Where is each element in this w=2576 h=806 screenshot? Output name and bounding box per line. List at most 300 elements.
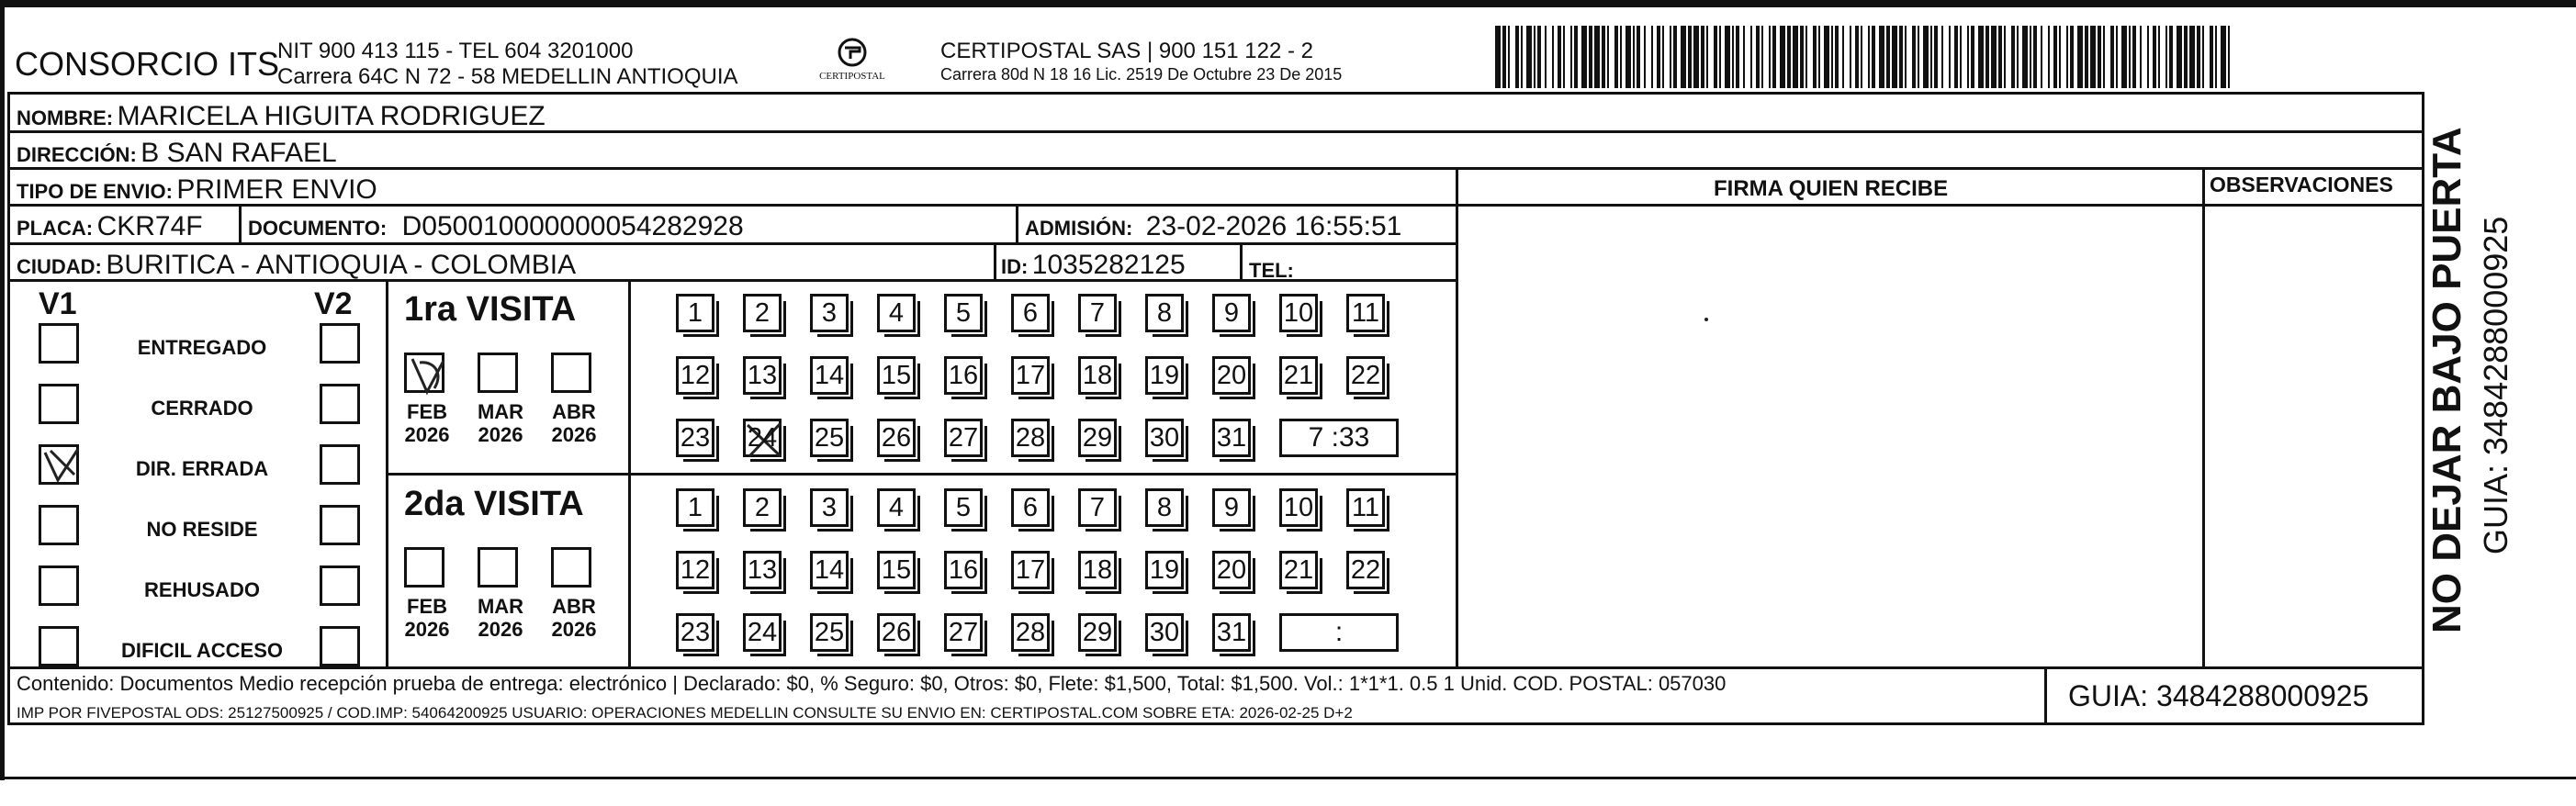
barcode-bar xyxy=(1673,26,1677,88)
day-box[interactable] xyxy=(1011,294,1050,332)
barcode-bar xyxy=(2202,26,2204,88)
day-box[interactable] xyxy=(1145,419,1184,457)
barcode-bar xyxy=(2228,26,2230,88)
day-box[interactable] xyxy=(743,419,782,457)
barcode-bar xyxy=(1725,26,1730,88)
barcode-bar xyxy=(2132,26,2136,88)
barcode-bar xyxy=(2030,26,2031,88)
barcode-bar xyxy=(1985,26,1989,88)
barcode-bar xyxy=(1971,26,1974,88)
day-number: 28 xyxy=(1015,422,1046,453)
side-notice: NO DEJAR BAJO PUERTA xyxy=(2424,127,2469,633)
id-divider xyxy=(994,244,996,281)
barcode-bar xyxy=(1574,26,1578,88)
month-checkbox-abr[interactable] xyxy=(551,547,591,588)
status-v2-checkbox[interactable] xyxy=(320,505,360,545)
barcode-bar xyxy=(1818,26,1820,88)
documento-value: D050010000000054282928 xyxy=(401,211,744,241)
observaciones-area[interactable] xyxy=(2206,207,2423,666)
barcode-bar xyxy=(2090,26,2096,88)
observaciones-divider xyxy=(2202,167,2205,668)
day-box[interactable] xyxy=(1145,294,1184,332)
barcode-bar xyxy=(1581,26,1587,88)
month-year: 2026 xyxy=(478,423,523,447)
day-number: 31 xyxy=(1216,617,1247,647)
second-visit-time[interactable]: : xyxy=(1279,613,1399,652)
barcode-bar xyxy=(2110,26,2114,88)
day-number: 6 xyxy=(1022,297,1039,328)
day-box[interactable] xyxy=(944,613,983,652)
certipostal-logo xyxy=(810,37,894,90)
company-nit: NIT 900 413 115 - TEL 604 3201000 xyxy=(277,39,634,63)
admision-label: ADMISIÓN: xyxy=(1025,217,1133,240)
first-visit-time[interactable]: 7 :33 xyxy=(1279,419,1399,457)
day-box[interactable] xyxy=(1011,551,1050,589)
barcode-bar xyxy=(1861,26,1862,88)
day-box[interactable] xyxy=(1279,488,1318,527)
barcode-bar xyxy=(1805,26,1807,88)
barcode-bar xyxy=(2169,26,2173,88)
barcode-bar xyxy=(1620,26,1622,88)
status-v2-checkbox[interactable] xyxy=(320,323,360,364)
day-box[interactable] xyxy=(1078,613,1117,652)
barcode-bar xyxy=(2189,26,2195,88)
signature-area[interactable] xyxy=(1460,207,2200,666)
day-number: 9 xyxy=(1223,492,1240,522)
month-name: MAR xyxy=(477,595,524,618)
barcode-bar xyxy=(1706,26,1708,88)
day-box[interactable] xyxy=(810,294,849,332)
barcode-bar xyxy=(1570,26,1572,88)
direccion-label: DIRECCIÓN: xyxy=(17,143,137,166)
barcode-bar xyxy=(2103,26,2105,88)
day-box[interactable] xyxy=(877,551,916,589)
barcode-bar xyxy=(2059,26,2061,88)
month-label xyxy=(395,595,459,642)
day-box[interactable] xyxy=(743,613,782,652)
status-v2-checkbox[interactable] xyxy=(320,565,360,606)
day-box[interactable] xyxy=(743,551,782,589)
day-number: 23 xyxy=(680,617,711,647)
v2-label: V2 xyxy=(314,286,353,321)
barcode-bar xyxy=(1905,26,1907,88)
day-box[interactable] xyxy=(743,356,782,395)
barcode-bar xyxy=(1769,26,1771,88)
day-number: 8 xyxy=(1156,492,1173,522)
barcode-bar xyxy=(1515,26,1519,88)
barcode-bar xyxy=(1502,26,1506,88)
barcode-bar xyxy=(1589,26,1592,88)
day-box[interactable] xyxy=(676,419,714,457)
barcode-bar xyxy=(1868,26,1870,88)
barcode-bar xyxy=(1526,26,1532,88)
barcode-bar xyxy=(2184,26,2188,88)
barcode-bar xyxy=(1998,26,2002,88)
day-number: 14 xyxy=(814,554,845,585)
barcode-bar xyxy=(2197,26,2200,88)
barcode-bar xyxy=(2221,26,2226,88)
day-box[interactable] xyxy=(1279,356,1318,395)
signature-divider xyxy=(1456,167,1458,668)
company-address: Carrera 64C N 72 - 58 MEDELLIN ANTIOQUIA xyxy=(277,64,738,89)
day-box[interactable] xyxy=(1145,551,1184,589)
months-divider xyxy=(628,281,631,668)
signature-dot xyxy=(1704,318,1708,321)
status-label: NO RESIDE xyxy=(146,518,258,541)
tipo-field xyxy=(17,176,377,204)
status-v2-checkbox[interactable] xyxy=(320,384,360,424)
day-number: 2 xyxy=(754,297,771,328)
barcode-bar xyxy=(1879,26,1884,88)
barcode-bar xyxy=(1912,26,1916,88)
top-edge xyxy=(0,0,2576,7)
month-checkbox-mar[interactable] xyxy=(478,353,518,393)
day-box[interactable] xyxy=(1078,488,1117,527)
day-box[interactable] xyxy=(1212,613,1251,652)
status-v2-checkbox[interactable] xyxy=(320,626,360,666)
day-box[interactable] xyxy=(676,551,714,589)
barcode-bar xyxy=(1949,26,1951,88)
signature-header-line xyxy=(1456,204,2424,207)
day-box[interactable] xyxy=(1279,551,1318,589)
documento-label: DOCUMENTO: xyxy=(248,217,388,240)
tipo-value: PRIMER ENVIO xyxy=(176,174,377,205)
barcode-bar xyxy=(1736,26,1739,88)
company-name: CONSORCIO ITS xyxy=(15,45,280,83)
month-name: ABR xyxy=(552,400,596,423)
barcode-bar xyxy=(1625,26,1631,88)
barcode-bar xyxy=(1842,26,1844,88)
barcode-bar xyxy=(1681,26,1686,88)
logo-text: CERTIPOSTAL xyxy=(819,71,885,82)
barcode-bar xyxy=(1701,26,1704,88)
month-year: 2026 xyxy=(404,618,450,642)
status-v1-checkbox[interactable] xyxy=(39,384,79,424)
barcode-bar xyxy=(2121,26,2127,88)
id-value: 1035282125 xyxy=(1031,250,1186,280)
barcode-bar xyxy=(1651,26,1653,88)
status-v2-checkbox[interactable] xyxy=(320,444,360,485)
barcode-bar xyxy=(2210,26,2213,88)
day-number: 30 xyxy=(1149,422,1180,453)
barcode-bar xyxy=(2085,26,2088,88)
day-number: 5 xyxy=(955,492,972,522)
day-box[interactable] xyxy=(676,294,714,332)
month-label xyxy=(395,400,459,447)
day-box[interactable] xyxy=(1279,294,1318,332)
barcode-bar xyxy=(1780,26,1785,88)
barcode-bar xyxy=(1537,26,1541,88)
day-number: 5 xyxy=(955,297,972,328)
barcode-bar xyxy=(1835,26,1839,88)
barcode-bar xyxy=(1991,26,1997,88)
day-number: 19 xyxy=(1149,360,1180,390)
day-number: 25 xyxy=(814,617,845,647)
day-number: 30 xyxy=(1149,617,1180,647)
day-number: 17 xyxy=(1015,360,1046,390)
status-label: ENTREGADO xyxy=(137,336,267,359)
day-box[interactable] xyxy=(944,419,983,457)
day-box[interactable] xyxy=(1212,356,1251,395)
admision-value: 23-02-2026 16:55:51 xyxy=(1145,211,1402,241)
month-label xyxy=(542,400,606,447)
month-checkbox-feb[interactable] xyxy=(404,547,444,588)
day-number: 4 xyxy=(888,297,905,328)
barcode-bar xyxy=(1743,26,1745,88)
day-box[interactable] xyxy=(810,613,849,652)
carrier-name: CERTIPOSTAL SAS | 900 151 122 - 2 xyxy=(940,39,1313,63)
barcode-bar xyxy=(1934,26,1938,88)
day-number: 1 xyxy=(687,297,703,328)
day-number: 23 xyxy=(680,422,711,453)
barcode-bar xyxy=(2033,26,2037,88)
barcode-bar xyxy=(1787,26,1791,88)
barcode-bar xyxy=(1772,26,1776,88)
day-number: 10 xyxy=(1283,297,1314,328)
day-number: 12 xyxy=(680,360,711,390)
barcode-bar xyxy=(1688,26,1692,88)
barcode-bar xyxy=(1495,26,1501,88)
barcode-bar xyxy=(1563,26,1565,88)
barcode-bar xyxy=(1813,26,1817,88)
status-v1-checkbox[interactable] xyxy=(39,505,79,545)
barcode-bar xyxy=(1954,26,1958,88)
barcode-bar xyxy=(2022,26,2028,88)
barcode-bar xyxy=(1960,26,1962,88)
barcode-bar xyxy=(1761,26,1763,88)
day-number: 26 xyxy=(881,617,912,647)
day-number: 21 xyxy=(1283,554,1314,585)
ciudad-field xyxy=(17,252,576,279)
day-box[interactable] xyxy=(743,294,782,332)
barcode-bar xyxy=(2048,26,2050,88)
barcode-bar xyxy=(1918,26,1919,88)
barcode-bar xyxy=(1558,26,1561,88)
day-box[interactable] xyxy=(944,294,983,332)
barcode-bar xyxy=(2215,26,2217,88)
day-number: 26 xyxy=(881,422,912,453)
day-box[interactable] xyxy=(1078,419,1117,457)
month-year: 2026 xyxy=(404,423,450,447)
day-box[interactable] xyxy=(1145,356,1184,395)
day-box[interactable] xyxy=(877,613,916,652)
barcode-bar xyxy=(2041,26,2042,88)
barcode-bar xyxy=(2153,26,2156,88)
barcode-bar xyxy=(1534,26,1535,88)
day-box[interactable] xyxy=(1212,551,1251,589)
status-v1-checkbox[interactable] xyxy=(39,565,79,606)
barcode-bar xyxy=(1633,26,1635,88)
barcode-bar xyxy=(1793,26,1798,88)
day-box[interactable] xyxy=(877,419,916,457)
nombre-field xyxy=(17,103,546,130)
footer-guia-divider xyxy=(2044,666,2047,725)
day-box[interactable] xyxy=(1078,551,1117,589)
id-label: ID: xyxy=(1001,255,1029,278)
day-box[interactable] xyxy=(1078,356,1117,395)
day-number: 27 xyxy=(948,422,979,453)
day-number: 10 xyxy=(1283,492,1314,522)
day-box[interactable] xyxy=(1346,551,1385,589)
day-number: 7 xyxy=(1089,492,1106,522)
day-box[interactable] xyxy=(810,488,849,527)
day-box[interactable] xyxy=(1212,488,1251,527)
barcode-bar xyxy=(1967,26,1969,88)
day-box[interactable] xyxy=(1346,294,1385,332)
barcode-bar xyxy=(1850,26,1851,88)
day-number: 9 xyxy=(1223,297,1240,328)
month-year: 2026 xyxy=(478,618,523,642)
day-number: 24 xyxy=(747,617,778,647)
status-label: REHUSADO xyxy=(144,578,260,601)
day-box[interactable] xyxy=(810,419,849,457)
documento-field xyxy=(248,213,744,241)
footer-divider xyxy=(7,666,2424,669)
day-number: 4 xyxy=(888,492,905,522)
day-number: 11 xyxy=(1351,492,1380,522)
barcode-bar xyxy=(2004,26,2006,88)
day-box[interactable] xyxy=(1011,613,1050,652)
day-number: 22 xyxy=(1350,554,1381,585)
day-number: 17 xyxy=(1015,554,1046,585)
day-box[interactable] xyxy=(944,551,983,589)
footer-line-2: IMP POR FIVEPOSTAL ODS: 25127500925 / COD.IMP: 54064200925 USUARIO: OPERACIONES MEDELLIN CONSULTE SU ENVIO EN: CERTIPOSTAL.COM SOBRE ETA: 2026-02-25 D+2 xyxy=(17,704,1353,722)
placa-divider xyxy=(239,206,242,244)
day-number: 27 xyxy=(948,617,979,647)
firma-label: FIRMA QUIEN RECIBE xyxy=(1714,176,1949,201)
day-box[interactable] xyxy=(1011,488,1050,527)
visit-divider xyxy=(386,473,1458,476)
ciudad-label: CIUDAD: xyxy=(17,255,102,278)
month-checkbox-mar[interactable] xyxy=(478,547,518,588)
carrier-address: Carrera 80d N 18 16 Lic. 2519 De Octubre 23 De 2015 xyxy=(940,65,1343,84)
tel-field xyxy=(1249,255,1294,283)
barcode-bar xyxy=(1508,26,1510,88)
day-box[interactable] xyxy=(1011,356,1050,395)
day-number: 31 xyxy=(1216,422,1247,453)
placa-label: PLACA: xyxy=(17,217,94,240)
barcode-bar xyxy=(2129,26,2131,88)
day-box[interactable] xyxy=(1011,419,1050,457)
day-number: 11 xyxy=(1351,297,1380,328)
day-number: 2 xyxy=(754,492,771,522)
barcode-bar xyxy=(1594,26,1600,88)
id-field xyxy=(1001,252,1186,279)
month-checkbox-feb[interactable] xyxy=(404,353,444,393)
barcode-bar xyxy=(2053,26,2057,88)
day-box[interactable] xyxy=(1145,488,1184,527)
day-box[interactable] xyxy=(676,356,714,395)
footer-guia: GUIA: 3484288000925 xyxy=(2068,679,2369,712)
month-name: ABR xyxy=(552,595,596,618)
day-number: 7 xyxy=(1089,297,1106,328)
admision-divider xyxy=(1016,206,1018,244)
day-box[interactable] xyxy=(944,488,983,527)
day-box[interactable] xyxy=(743,488,782,527)
direccion-field xyxy=(17,140,337,167)
barcode-bar xyxy=(1978,26,1984,88)
day-box[interactable] xyxy=(1346,356,1385,395)
day-number: 13 xyxy=(747,554,778,585)
barcode-bar xyxy=(1637,26,1640,88)
barcode-bar xyxy=(1855,26,1859,88)
barcode-bar xyxy=(1892,26,1897,88)
day-number: 3 xyxy=(821,492,838,522)
barcode-bar xyxy=(1930,26,1932,88)
status-v1-checkbox[interactable] xyxy=(39,323,79,364)
barcode-bar xyxy=(1756,26,1760,88)
day-box[interactable] xyxy=(1078,294,1117,332)
day-box[interactable] xyxy=(676,613,714,652)
day-box[interactable] xyxy=(676,488,714,527)
barcode-bar xyxy=(2147,26,2149,88)
day-box[interactable] xyxy=(810,356,849,395)
ciudad-value: BURITICA - ANTIOQUIA - COLOMBIA xyxy=(106,250,577,280)
day-box[interactable] xyxy=(1145,613,1184,652)
day-box[interactable] xyxy=(877,356,916,395)
month-label xyxy=(468,595,533,642)
day-number: 22 xyxy=(1350,360,1381,390)
observaciones-label: OBSERVACIONES xyxy=(2210,173,2393,196)
barcode-bar xyxy=(1545,26,1547,88)
day-number: 18 xyxy=(1082,360,1113,390)
day-box[interactable] xyxy=(877,294,916,332)
barcode-bar xyxy=(1602,26,1605,88)
barcode-bar xyxy=(1750,26,1752,88)
status-v1-checkbox[interactable] xyxy=(39,626,79,666)
v1-label: V1 xyxy=(39,286,77,321)
barcode-bar xyxy=(1899,26,1903,88)
footer-line-1: Contenido: Documentos Medio recepción prueba de entrega: electrónico | Declarado: $0, % Seguro: $0, Otros: $0, Flete: $1,500, Total: $1,500. Vol.: 1*1*1. 0.5 1 Unid. COD. POSTAL: 057030 xyxy=(17,672,1727,695)
tel-divider xyxy=(1240,244,1243,281)
day-number: 29 xyxy=(1082,422,1113,453)
month-checkbox-abr[interactable] xyxy=(551,353,591,393)
day-box[interactable] xyxy=(877,488,916,527)
day-number: 13 xyxy=(747,360,778,390)
month-year: 2026 xyxy=(551,423,597,447)
barcode-bar xyxy=(1824,26,1829,88)
day-box[interactable] xyxy=(1212,294,1251,332)
day-number: 24 xyxy=(747,422,778,453)
row-divider xyxy=(7,167,2424,170)
barcode-bar xyxy=(2011,26,2015,88)
barcode-bar xyxy=(1872,26,1875,88)
barcode-bar xyxy=(2098,26,2101,88)
day-box[interactable] xyxy=(1346,488,1385,527)
barcode-bar xyxy=(1521,26,1523,88)
barcode-bar xyxy=(1614,26,1618,88)
day-number: 16 xyxy=(948,554,979,585)
barcode-bar xyxy=(1607,26,1609,88)
day-number: 25 xyxy=(814,422,845,453)
side-guia: GUIA: 3484288000925 xyxy=(2477,216,2514,554)
day-box[interactable] xyxy=(810,551,849,589)
barcode-bar xyxy=(1693,26,1699,88)
barcode-bar xyxy=(2177,26,2182,88)
day-number: 8 xyxy=(1156,297,1173,328)
day-number: 19 xyxy=(1149,554,1180,585)
month-name: FEB xyxy=(407,595,447,618)
status-label: DIR. ERRADA xyxy=(135,457,269,480)
barcode-bar xyxy=(1552,26,1554,88)
day-box[interactable] xyxy=(1212,419,1251,457)
barcode-bar xyxy=(1800,26,1804,88)
status-v1-checkbox[interactable] xyxy=(39,444,79,485)
bottom-edge xyxy=(0,777,2576,779)
barcode-bar xyxy=(2077,26,2083,88)
day-box[interactable] xyxy=(944,356,983,395)
day-number: 15 xyxy=(881,360,912,390)
